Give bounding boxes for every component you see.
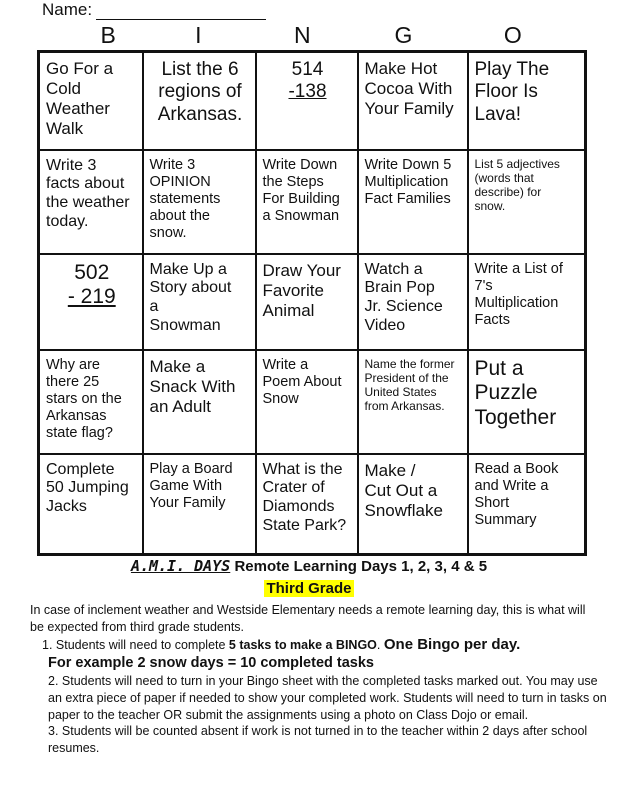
math-top: 514 xyxy=(291,59,324,80)
instruction-3: 3. Students will be counted absent if work is not turned in to the teacher within 2 days after school resumes. xyxy=(48,724,588,755)
bingo-cell[interactable] xyxy=(39,254,143,350)
bingo-header xyxy=(37,22,584,50)
item1-pre: 1. Students will need to complete xyxy=(42,638,229,652)
bingo-cell[interactable]: Complete 50 Jumping Jacks xyxy=(39,454,143,555)
bingo-cell[interactable]: Write a List of 7's Multiplication Facts xyxy=(468,254,586,350)
example-text: For example 2 snow days = 10 completed tasks xyxy=(48,655,374,671)
page-title xyxy=(0,557,618,575)
bingo-grid xyxy=(37,50,587,556)
bingo-cell[interactable]: Put a Puzzle Together xyxy=(468,350,586,454)
title-rest: Remote Learning Days 1, 2, 3, 4 & 5 xyxy=(230,558,488,575)
bingo-cell[interactable]: Go For a Cold Weather Walk xyxy=(39,52,143,150)
item1-bold: 5 tasks to make a BINGO xyxy=(228,638,377,652)
item1-big: One Bingo per day. xyxy=(383,636,521,653)
bingo-cell[interactable]: Make / Cut Out a Snowflake xyxy=(358,454,468,555)
bingo-cell[interactable]: Name the former President of the United States from Arkansas. xyxy=(358,350,468,454)
bingo-cell[interactable]: Make Up a Story about a Snowman xyxy=(143,254,256,350)
ami-days-label: A.M.I. DAYS xyxy=(130,557,231,575)
name-label: Name: xyxy=(42,0,93,19)
bingo-cell[interactable]: Write Down 5 Multiplication Fact Families xyxy=(358,150,468,254)
letter-n: N xyxy=(293,22,311,48)
bingo-cell[interactable]: Read a Book and Write a Short Summary xyxy=(468,454,586,555)
bingo-cell[interactable]: Play The Floor Is Lava! xyxy=(468,52,586,150)
bingo-cell[interactable]: Watch a Brain Pop Jr. Science Video xyxy=(358,254,468,350)
bingo-cell[interactable]: Draw Your Favorite Animal xyxy=(256,254,358,350)
instruction-1 xyxy=(42,636,612,654)
bingo-cell[interactable]: Write Down the Steps For Building a Snowman xyxy=(256,150,358,254)
bingo-cell[interactable] xyxy=(256,52,358,150)
bingo-cell[interactable]: List 5 adjectives (words that describe) for snow. xyxy=(468,150,586,254)
grade-heading xyxy=(0,580,618,598)
bingo-cell[interactable]: Play a Board Game With Your Family xyxy=(143,454,256,555)
math-top: 502 xyxy=(74,260,110,284)
item1-post: . xyxy=(376,638,384,652)
bingo-cell[interactable]: Make a Snack With an Adult xyxy=(143,350,256,454)
intro-text: In case of inclement weather and Westside Elementary needs a remote learning day, this is what will be expected from third grade students. xyxy=(30,603,586,634)
bingo-cell[interactable]: Write a Poem About Snow xyxy=(256,350,358,454)
letter-i: I xyxy=(195,22,202,48)
instruction-2: 2. Students will need to turn in your Bingo sheet with the completed tasks marked out. You may use an extra piece of paper if needed to show your completed work. Students will need to turn in tasks on paper to the teacher OR submit the assignments using a photo on Class Dojo or email. xyxy=(48,674,607,722)
letter-o: O xyxy=(503,22,522,48)
letter-b: B xyxy=(100,22,116,48)
bingo-cell[interactable]: Write 3 facts about the weather today. xyxy=(39,150,143,254)
bingo-cell[interactable]: Make Hot Cocoa With Your Family xyxy=(358,52,468,150)
bingo-cell[interactable]: List the 6 regions of Arkansas. xyxy=(143,52,256,150)
name-line[interactable] xyxy=(96,5,266,20)
math-bottom: -138 xyxy=(288,81,327,103)
bingo-cell[interactable]: What is the Crater of Diamonds State Park? xyxy=(256,454,358,555)
math-bottom: - 219 xyxy=(67,285,116,309)
bingo-cell[interactable]: Write 3 OPINION statements about the snow. xyxy=(143,150,256,254)
bingo-cell[interactable]: Why are there 25 stars on the Arkansas state flag? xyxy=(39,350,143,454)
grade-label: Third Grade xyxy=(266,580,352,597)
name-field[interactable] xyxy=(42,0,266,20)
letter-g: G xyxy=(394,22,413,48)
